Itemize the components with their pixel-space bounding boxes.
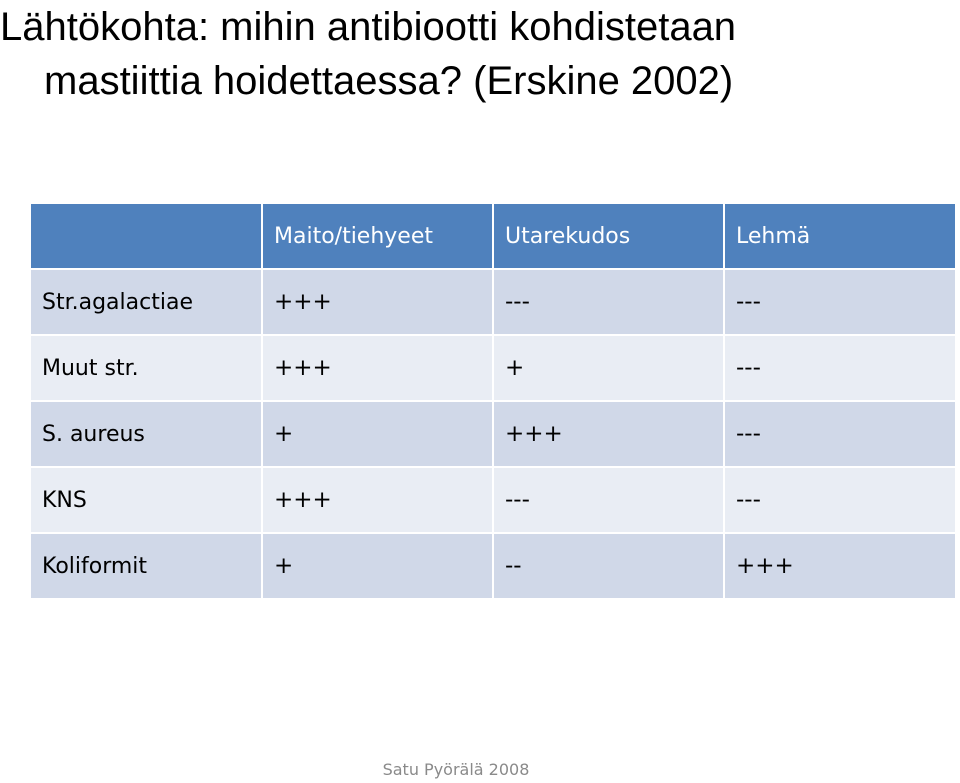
header-cell-milk-ducts: Maito/tiehyeet xyxy=(262,204,493,269)
table-cell: + xyxy=(493,335,724,401)
table-cell: +++ xyxy=(493,401,724,467)
table-cell: -- xyxy=(493,533,724,599)
header-cell-blank xyxy=(31,204,262,269)
table-cell: +++ xyxy=(262,467,493,533)
table-cell: +++ xyxy=(262,269,493,335)
table-row xyxy=(31,401,955,467)
header-cell-cow: Lehmä xyxy=(724,204,955,269)
title-line-2: mastiittia hoidettaessa? (Erskine 2002) xyxy=(44,59,734,103)
table-cell: --- xyxy=(724,335,955,401)
title-line-1: Lähtökohta: mihin antibiootti kohdistetaan xyxy=(0,5,737,49)
footer-credit: Satu Pyörälä 2008 xyxy=(382,760,530,779)
header-cell-udder-tissue: Utarekudos xyxy=(493,204,724,269)
row-label: KNS xyxy=(31,467,262,533)
table-cell: +++ xyxy=(262,335,493,401)
row-label: Str.agalactiae xyxy=(31,269,262,335)
row-label: Koliformit xyxy=(31,533,262,599)
slide-title xyxy=(0,0,960,108)
table-row xyxy=(31,467,955,533)
table-cell: +++ xyxy=(724,533,955,599)
table-row xyxy=(31,269,955,335)
table-header-row xyxy=(31,204,955,269)
table-cell: --- xyxy=(724,467,955,533)
table-cell: --- xyxy=(724,269,955,335)
table-cell: + xyxy=(262,401,493,467)
row-label: Muut str. xyxy=(31,335,262,401)
row-label: S. aureus xyxy=(31,401,262,467)
table-cell: --- xyxy=(724,401,955,467)
pathogen-target-table xyxy=(31,204,955,600)
table-row xyxy=(31,533,955,599)
table-cell: + xyxy=(262,533,493,599)
table-cell: --- xyxy=(493,269,724,335)
table-cell: --- xyxy=(493,467,724,533)
table-row xyxy=(31,335,955,401)
